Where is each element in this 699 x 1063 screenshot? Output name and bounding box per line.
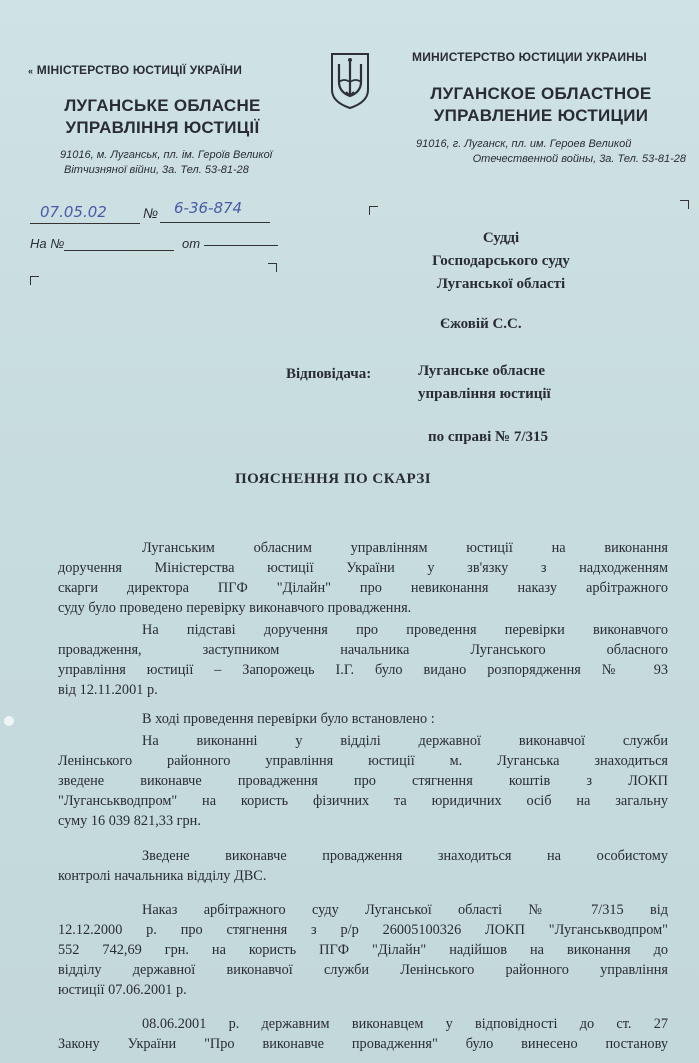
letterhead-left-ministry: « МІНІСТЕРСТВО ЮСТИЦІЇ УКРАЇНИ	[28, 63, 243, 77]
letterhead-right-ministry: МИНИСТЕРСТВО ЮСТИЦИИ УКРАИНЫ	[412, 50, 647, 64]
paragraph-3: В ході проведення перевірки було встановлено :	[142, 711, 435, 727]
outgoing-date: 07.05.02	[40, 203, 107, 221]
trident-emblem	[328, 52, 372, 115]
corner-mark-tr	[268, 263, 277, 272]
letterhead-right-org	[413, 83, 669, 127]
paragraph-1: Луганським обласним управлінням юстиції на виконання доручення Міністерства юстиції України у зв'язку з надходженням скарги директора ПГФ "Ділайн" про невиконання наказу арбітражного суду було проведено перевірку виконавчого провадження.	[58, 540, 668, 616]
outgoing-number: 6-36-874	[174, 199, 243, 217]
punch-hole	[4, 716, 14, 726]
addressee-block: Судді Господарського суду Луганської області	[432, 230, 570, 292]
paragraph-6: Наказ арбітражного суду Луганської області № 7/315 від 12.12.2000 р. про стягнення з р/р 26005100326 ЛОКП "Луганськводпром" 552 742,69 грн. на користь ПГФ "Ділайн" надійшов на виконання до відділу державної виконавчої служби Ленінського районного управління юстиції 07.06.2001 р.	[58, 902, 668, 998]
right-org-line1: ЛУГАНСКОЕ ОБЛАСТНОЕ	[430, 84, 652, 103]
letterhead-right-address: 91016, г. Луганск, пл. им. Героев Великой Отечественной войны, 3а. Тел. 53-81-28	[416, 138, 686, 165]
left-org-line2: УПРАВЛІННЯ ЮСТИЦІЇ	[65, 118, 260, 137]
paragraph-7: 08.06.2001 р. державним виконавцем у відповідності до ст. 27 Закону України "Про виконавче провадження" було винесено постанову	[58, 1016, 668, 1052]
paragraph-5: Зведене виконавче провадження знаходиться на особистому контролі начальника відділу ДВС.	[58, 848, 668, 884]
number-label: №	[143, 205, 159, 221]
respondent-label: Відповідача:	[286, 366, 372, 382]
document-title: ПОЯСНЕННЯ ПО СКАРЗІ	[235, 471, 432, 487]
number-underline	[160, 222, 270, 223]
corner-mark-addressee-tr	[680, 200, 689, 209]
paragraph-2: На підставі доручення про проведення перевірки виконавчого провадження, заступником начальника Луганського обласного управління юстиції – Запорожець І.Г. було видано розпорядження № 93 від 12.11.2001 р.	[58, 622, 668, 698]
from-label: от	[182, 236, 201, 251]
corner-mark-addressee-tl	[369, 206, 378, 215]
from-underline	[204, 245, 278, 246]
right-org-line2: УПРАВЛЕНИЕ ЮСТИЦИИ	[433, 106, 649, 125]
addressee-name: Єжовій С.С.	[440, 316, 522, 332]
letterhead-left-address: 91016, м. Луганськ, пл. ім. Героїв Великої Вітчизняної війни, 3а. Тел. 53-81-28	[60, 149, 273, 176]
letterhead-left-org	[50, 95, 275, 139]
reply-to-label: На №	[30, 236, 65, 251]
left-org-line1: ЛУГАНСЬКЕ ОБЛАСНЕ	[64, 96, 261, 115]
corner-mark-tl	[30, 276, 39, 285]
reply-to-underline	[64, 250, 174, 251]
date-underline	[30, 223, 140, 224]
case-number: по справі № 7/315	[428, 429, 549, 445]
respondent-name: Луганське обласне управління юстиції	[418, 363, 551, 402]
paragraph-4: На виконанні у відділі державної виконавчої служби Ленінського районного управління юстиції м. Луганська знаходиться зведене виконавче провадження про стягнення коштів з ЛОКП "Луганськводпром" на користь фізичних та юридичних осіб на загальну суму 16 039 821,33 грн.	[58, 733, 668, 829]
